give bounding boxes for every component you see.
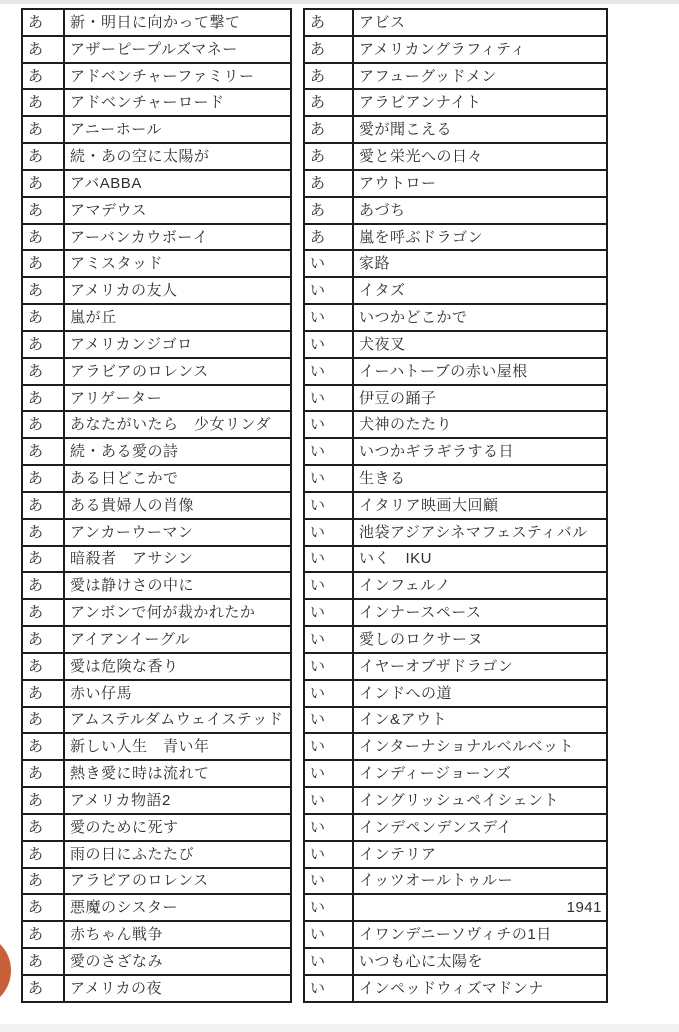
kana-index-cell: い bbox=[304, 948, 353, 975]
kana-index-cell: い bbox=[304, 331, 353, 358]
table-row bbox=[22, 868, 291, 895]
movie-title-cell: 愛しのロクサーヌ bbox=[353, 626, 607, 653]
table-row bbox=[22, 9, 291, 36]
kana-index-cell: い bbox=[304, 626, 353, 653]
kana-index-cell: い bbox=[304, 572, 353, 599]
table-row bbox=[304, 492, 607, 519]
kana-index-cell: い bbox=[304, 465, 353, 492]
movie-title-cell: 家路 bbox=[353, 250, 607, 277]
kana-index-cell: い bbox=[304, 921, 353, 948]
table-row bbox=[22, 733, 291, 760]
kana-index-cell: あ bbox=[22, 385, 64, 412]
movie-title-cell: 暗殺者 アサシン bbox=[64, 546, 291, 573]
table-row bbox=[304, 626, 607, 653]
movie-title-cell: いつかどこかで bbox=[353, 304, 607, 331]
movie-title-cell: アミスタッド bbox=[64, 250, 291, 277]
movie-title-cell: あづち bbox=[353, 197, 607, 224]
movie-title-cell: イタズ bbox=[353, 277, 607, 304]
table-row bbox=[22, 143, 291, 170]
table-row bbox=[304, 572, 607, 599]
movie-title-cell: アメリカの夜 bbox=[64, 975, 291, 1002]
table-row bbox=[304, 277, 607, 304]
table-row bbox=[304, 385, 607, 412]
kana-index-cell: い bbox=[304, 975, 353, 1002]
table-row bbox=[304, 358, 607, 385]
table-row bbox=[22, 197, 291, 224]
movie-title-cell: 伊豆の踊子 bbox=[353, 385, 607, 412]
table-row bbox=[304, 224, 607, 251]
table-row bbox=[22, 599, 291, 626]
movie-title-cell: いく IKU bbox=[353, 546, 607, 573]
table-row bbox=[304, 707, 607, 734]
movie-title-cell: いつも心に太陽を bbox=[353, 948, 607, 975]
kana-index-cell: い bbox=[304, 250, 353, 277]
table-row bbox=[304, 438, 607, 465]
movie-title-cell: 愛は危険な香り bbox=[64, 653, 291, 680]
table-row bbox=[304, 787, 607, 814]
movie-title-cell: アンカーウーマン bbox=[64, 519, 291, 546]
table-row bbox=[22, 224, 291, 251]
kana-index-cell: い bbox=[304, 760, 353, 787]
movie-title-cell: 愛が聞こえる bbox=[353, 116, 607, 143]
kana-index-cell: い bbox=[304, 680, 353, 707]
kana-index-cell: あ bbox=[304, 9, 353, 36]
movie-title-cell: アラビアのロレンス bbox=[64, 868, 291, 895]
kana-index-cell: あ bbox=[22, 465, 64, 492]
kana-index-cell: あ bbox=[22, 492, 64, 519]
kana-index-cell: あ bbox=[22, 760, 64, 787]
table-row bbox=[304, 868, 607, 895]
table-row bbox=[22, 63, 291, 90]
table-row bbox=[304, 170, 607, 197]
movie-title-cell: 悪魔のシスター bbox=[64, 894, 291, 921]
table-row bbox=[304, 841, 607, 868]
table-row bbox=[22, 411, 291, 438]
kana-index-cell: い bbox=[304, 546, 353, 573]
kana-index-cell: い bbox=[304, 385, 353, 412]
kana-index-cell: あ bbox=[22, 814, 64, 841]
kana-index-cell: い bbox=[304, 733, 353, 760]
movie-title-cell: 熱き愛に時は流れて bbox=[64, 760, 291, 787]
page-top-edge-strip bbox=[0, 0, 679, 4]
kana-index-cell: い bbox=[304, 868, 353, 895]
table-row bbox=[22, 36, 291, 63]
orange-floating-button[interactable] bbox=[0, 933, 11, 1008]
movie-title-cell: 続・あの空に太陽が bbox=[64, 143, 291, 170]
movie-title-cell: 赤い仔馬 bbox=[64, 680, 291, 707]
kana-index-cell: い bbox=[304, 438, 353, 465]
movie-title-cell: イーハトーブの赤い屋根 bbox=[353, 358, 607, 385]
movie-title-cell: インナースペース bbox=[353, 599, 607, 626]
table-row bbox=[22, 331, 291, 358]
movie-title-cell: アドベンチャーロード bbox=[64, 89, 291, 116]
movie-title-cell: 生きる bbox=[353, 465, 607, 492]
kana-index-cell: い bbox=[304, 411, 353, 438]
table-row bbox=[304, 546, 607, 573]
movie-title-cell: 池袋アジアシネマフェスティバル bbox=[353, 519, 607, 546]
kana-index-cell: あ bbox=[22, 63, 64, 90]
table-row bbox=[22, 546, 291, 573]
kana-index-cell: あ bbox=[304, 170, 353, 197]
table-row bbox=[22, 385, 291, 412]
movie-title-cell: アンボンで何が裁かれたか bbox=[64, 599, 291, 626]
table-row bbox=[304, 116, 607, 143]
kana-index-cell: あ bbox=[22, 653, 64, 680]
kana-index-cell: あ bbox=[22, 224, 64, 251]
kana-index-cell: あ bbox=[22, 331, 64, 358]
kana-index-cell: い bbox=[304, 492, 353, 519]
movie-title-cell: アドベンチャーファミリー bbox=[64, 63, 291, 90]
movie-title-cell: 雨の日にふたたび bbox=[64, 841, 291, 868]
kana-index-cell: い bbox=[304, 814, 353, 841]
table-row bbox=[22, 814, 291, 841]
movie-title-cell: イン&アウト bbox=[353, 707, 607, 734]
kana-index-cell: あ bbox=[22, 787, 64, 814]
table-row bbox=[304, 9, 607, 36]
kana-index-cell: あ bbox=[22, 438, 64, 465]
movie-title-cell: アーバンカウボーイ bbox=[64, 224, 291, 251]
table-row bbox=[22, 89, 291, 116]
movie-title-cell: ある貴婦人の肖像 bbox=[64, 492, 291, 519]
table-row bbox=[22, 653, 291, 680]
kana-index-cell: あ bbox=[22, 894, 64, 921]
movie-title-cell: イタリア映画大回顧 bbox=[353, 492, 607, 519]
kana-index-cell: あ bbox=[22, 975, 64, 1002]
movie-title-cell: 嵐が丘 bbox=[64, 304, 291, 331]
kana-index-cell: あ bbox=[22, 921, 64, 948]
movie-title-cell: インターナショナルベルベット bbox=[353, 733, 607, 760]
movie-title-cell: アリゲーター bbox=[64, 385, 291, 412]
table-row bbox=[304, 411, 607, 438]
movie-title-cell: アラビアのロレンス bbox=[64, 358, 291, 385]
movie-title-cell: イワンデニーソヴィチの1日 bbox=[353, 921, 607, 948]
movie-title-cell: アウトロー bbox=[353, 170, 607, 197]
kana-index-cell: あ bbox=[304, 197, 353, 224]
movie-title-cell: アマデウス bbox=[64, 197, 291, 224]
table-row bbox=[304, 250, 607, 277]
movie-title-cell: アラビアンナイト bbox=[353, 89, 607, 116]
kana-index-cell: あ bbox=[22, 680, 64, 707]
movie-title-cell: 1941 bbox=[353, 894, 607, 921]
table-row bbox=[304, 948, 607, 975]
kana-index-cell: あ bbox=[304, 63, 353, 90]
movie-title-cell: イングリッシュペイシェント bbox=[353, 787, 607, 814]
kana-index-cell: あ bbox=[22, 277, 64, 304]
table-row bbox=[22, 358, 291, 385]
table-row bbox=[304, 680, 607, 707]
kana-index-cell: あ bbox=[22, 304, 64, 331]
kana-index-cell: あ bbox=[22, 546, 64, 573]
movie-title-cell: アメリカンジゴロ bbox=[64, 331, 291, 358]
kana-index-cell: あ bbox=[22, 170, 64, 197]
kana-index-cell: い bbox=[304, 599, 353, 626]
movie-title-cell: アムステルダムウェイステッド bbox=[64, 707, 291, 734]
table-row bbox=[22, 465, 291, 492]
kana-index-cell: い bbox=[304, 519, 353, 546]
kana-index-cell: あ bbox=[22, 572, 64, 599]
table-row bbox=[22, 250, 291, 277]
movie-title-cell: アイアンイーグル bbox=[64, 626, 291, 653]
kana-index-cell: あ bbox=[22, 411, 64, 438]
table-row bbox=[304, 760, 607, 787]
table-row bbox=[304, 733, 607, 760]
movie-table-a-i-column bbox=[303, 8, 608, 1003]
movie-title-cell: 新しい人生 青い年 bbox=[64, 733, 291, 760]
movie-title-cell: 愛と栄光への日々 bbox=[353, 143, 607, 170]
movie-title-cell: インデペンデンスデイ bbox=[353, 814, 607, 841]
kana-index-cell: あ bbox=[22, 143, 64, 170]
movie-title-cell: アメリカの友人 bbox=[64, 277, 291, 304]
table-row bbox=[22, 921, 291, 948]
table-row bbox=[22, 680, 291, 707]
movie-title-cell: アメリカングラフィティ bbox=[353, 36, 607, 63]
movie-title-cell: 新・明日に向かって撃て bbox=[64, 9, 291, 36]
movie-title-cell: アニーホール bbox=[64, 116, 291, 143]
table-row bbox=[304, 519, 607, 546]
table-row bbox=[22, 948, 291, 975]
table-row bbox=[22, 572, 291, 599]
kana-index-cell: あ bbox=[304, 89, 353, 116]
movie-title-cell: インフェルノ bbox=[353, 572, 607, 599]
kana-index-cell: あ bbox=[22, 358, 64, 385]
kana-index-cell: あ bbox=[22, 89, 64, 116]
movie-table-a-column bbox=[21, 8, 292, 1003]
movie-title-cell: アメリカ物語2 bbox=[64, 787, 291, 814]
kana-index-cell: あ bbox=[22, 519, 64, 546]
kana-index-cell: い bbox=[304, 653, 353, 680]
table-row bbox=[304, 894, 607, 921]
kana-index-cell: あ bbox=[22, 250, 64, 277]
movie-title-cell: インドへの道 bbox=[353, 680, 607, 707]
table-row bbox=[304, 304, 607, 331]
page-bottom-edge-strip bbox=[0, 1024, 679, 1032]
kana-index-cell: あ bbox=[22, 116, 64, 143]
kana-index-cell: い bbox=[304, 707, 353, 734]
kana-index-cell: あ bbox=[304, 143, 353, 170]
movie-index-table-right bbox=[303, 8, 608, 1003]
movie-title-cell: イッツオールトゥルー bbox=[353, 868, 607, 895]
table-row bbox=[22, 519, 291, 546]
kana-index-cell: あ bbox=[304, 36, 353, 63]
movie-title-cell: アバABBA bbox=[64, 170, 291, 197]
movie-title-cell: 犬夜叉 bbox=[353, 331, 607, 358]
table-row bbox=[304, 89, 607, 116]
table-row bbox=[304, 331, 607, 358]
table-row bbox=[22, 841, 291, 868]
movie-title-cell: アザーピープルズマネー bbox=[64, 36, 291, 63]
movie-title-cell: いつかギラギラする日 bbox=[353, 438, 607, 465]
table-row bbox=[22, 116, 291, 143]
table-row bbox=[304, 814, 607, 841]
table-row bbox=[304, 975, 607, 1002]
kana-index-cell: あ bbox=[22, 197, 64, 224]
movie-index-table-left bbox=[21, 8, 292, 1003]
movie-title-cell: 続・ある愛の詩 bbox=[64, 438, 291, 465]
table-row bbox=[22, 492, 291, 519]
kana-index-cell: あ bbox=[22, 841, 64, 868]
movie-title-cell: 犬神のたたり bbox=[353, 411, 607, 438]
kana-index-cell: あ bbox=[22, 599, 64, 626]
movie-title-cell: インテリア bbox=[353, 841, 607, 868]
table-row bbox=[22, 760, 291, 787]
kana-index-cell: あ bbox=[22, 626, 64, 653]
table-row bbox=[304, 653, 607, 680]
movie-title-cell: アビス bbox=[353, 9, 607, 36]
table-row bbox=[304, 197, 607, 224]
table-row bbox=[22, 277, 291, 304]
movie-title-cell: アフューグッドメン bbox=[353, 63, 607, 90]
movie-title-cell: 愛のさざなみ bbox=[64, 948, 291, 975]
table-row bbox=[304, 599, 607, 626]
kana-index-cell: い bbox=[304, 304, 353, 331]
kana-index-cell: い bbox=[304, 277, 353, 304]
movie-title-cell: 嵐を呼ぶドラゴン bbox=[353, 224, 607, 251]
movie-title-cell: 愛は静けさの中に bbox=[64, 572, 291, 599]
kana-index-cell: あ bbox=[304, 116, 353, 143]
movie-title-cell: ある日どこかで bbox=[64, 465, 291, 492]
movie-title-cell: 愛のために死す bbox=[64, 814, 291, 841]
kana-index-cell: い bbox=[304, 787, 353, 814]
movie-title-cell: あなたがいたら 少女リンダ bbox=[64, 411, 291, 438]
table-row bbox=[304, 36, 607, 63]
kana-index-cell: あ bbox=[304, 224, 353, 251]
table-row bbox=[22, 170, 291, 197]
table-row bbox=[22, 438, 291, 465]
kana-index-cell: あ bbox=[22, 707, 64, 734]
kana-index-cell: あ bbox=[22, 868, 64, 895]
table-row bbox=[304, 143, 607, 170]
table-row bbox=[304, 465, 607, 492]
movie-title-cell: インディージョーンズ bbox=[353, 760, 607, 787]
table-row bbox=[304, 63, 607, 90]
kana-index-cell: あ bbox=[22, 733, 64, 760]
table-row bbox=[22, 707, 291, 734]
kana-index-cell: い bbox=[304, 841, 353, 868]
movie-title-cell: インペッドウィズマドンナ bbox=[353, 975, 607, 1002]
kana-index-cell: い bbox=[304, 894, 353, 921]
movie-title-cell: 赤ちゃん戦争 bbox=[64, 921, 291, 948]
kana-index-cell: あ bbox=[22, 36, 64, 63]
table-row bbox=[304, 921, 607, 948]
kana-index-cell: あ bbox=[22, 948, 64, 975]
kana-index-cell: あ bbox=[22, 9, 64, 36]
table-row bbox=[22, 975, 291, 1002]
table-row bbox=[22, 787, 291, 814]
kana-index-cell: い bbox=[304, 358, 353, 385]
table-row bbox=[22, 894, 291, 921]
table-row bbox=[22, 304, 291, 331]
movie-title-cell: イヤーオブザドラゴン bbox=[353, 653, 607, 680]
table-row bbox=[22, 626, 291, 653]
